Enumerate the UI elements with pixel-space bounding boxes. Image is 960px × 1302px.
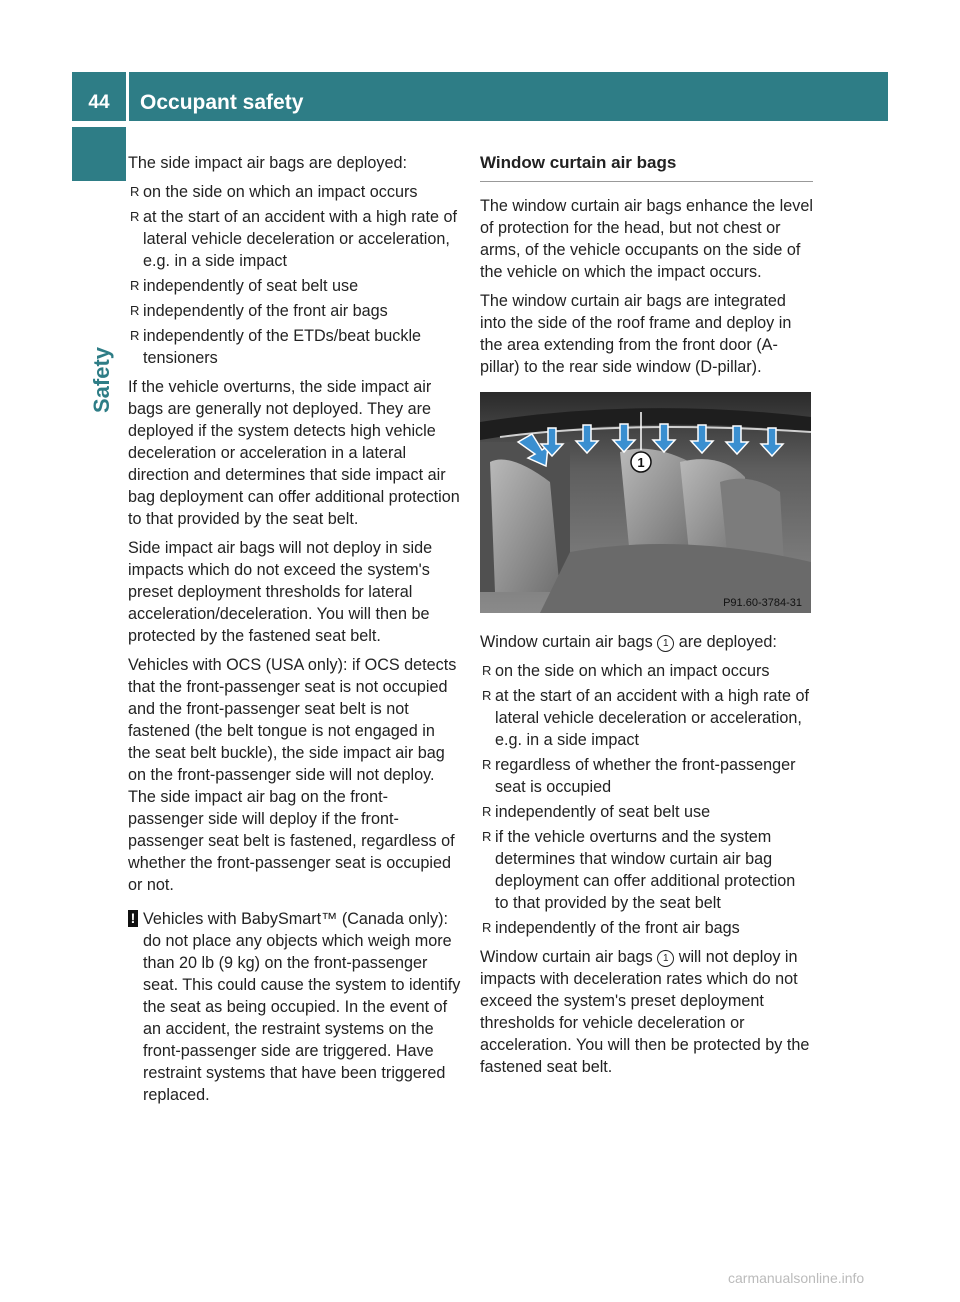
list-item: R if the vehicle overturns and the system determines that window curtain air bag deployment can offer additional protection to that provided by the seat belt (482, 828, 796, 912)
list-item: R independently of the ETDs/beat buckle tensioners (130, 327, 422, 367)
left-intro: The side impact air bags are deployed: (128, 154, 407, 172)
bullet-icon: R (130, 184, 140, 199)
caution-note (128, 908, 461, 1106)
callout-number: 1 (637, 455, 645, 470)
callout-icon: 1 (657, 950, 674, 967)
side-tab (72, 127, 126, 181)
left-paragraph: Side impact air bags will not deploy in side impacts which do not exceed the system's preset deployment thresholds for lateral acceleration/deceleration. You will then be protected by the fastened seat belt. (128, 539, 433, 645)
list-item: R independently of seat belt use (130, 277, 359, 295)
left-paragraph: If the vehicle overturns, the side impact air bags are generally not deployed. They are deployed if the system detects high vehicle deceleration or acceleration in a lateral direction and determines that side impact air bag deployment can offer additional protection to that provided by the seat belt. (128, 378, 460, 528)
list-item: R independently of seat belt use (482, 803, 711, 821)
list-item: R independently of the front air bags (482, 919, 740, 937)
list-item: R on the side on which an impact occurs (482, 662, 770, 680)
section-title: Occupant safety (140, 91, 304, 114)
bullet-icon: R (482, 663, 492, 678)
deploy-intro: Window curtain air bags 1 are deployed: (480, 633, 777, 651)
bullet-icon: R (482, 804, 492, 819)
list-item: R on the side on which an impact occurs (130, 183, 418, 201)
left-column (128, 152, 461, 1106)
bullet-icon: R (482, 920, 492, 935)
right-paragraph: The window curtain air bags are integrated into the side of the roof frame and deploy in the area extending from the front door (A-pillar) to the rear side window (D-pillar). (480, 292, 792, 376)
side-label (82, 320, 122, 440)
page-number: 44 (88, 92, 110, 113)
left-paragraph: Vehicles with OCS (USA only): if OCS detects that the front-passenger seat is not occupied and the front-passenger seat belt is not fastened (the belt tongue is not engaged in the seat belt buckle), the side impact air bag on the front-passenger side will not deploy. The side impact air bag on the front-passenger side will deploy if the front-passenger seat belt is fastened, regardless of whether the front-passenger seat is occupied or not. (128, 656, 457, 894)
curtain-airbag-figure (480, 392, 811, 613)
bullet-icon: R (130, 278, 140, 293)
side-label-text: Safety (89, 346, 114, 414)
left-bullet-list (128, 181, 461, 369)
figure-code: P91.60-3784-31 (723, 597, 802, 609)
callout-icon: 1 (657, 635, 674, 652)
list-item: R at the start of an accident with a high rate of lateral vehicle deceleration or acceleration, e.g. in a side impact (482, 687, 810, 749)
header-divider (126, 72, 129, 121)
watermark: carmanualsonline.info (728, 1270, 865, 1286)
closing-paragraph: Window curtain air bags 1 will not deploy in impacts with deceleration rates which do not exceed the system's preset deployment thresholds for vehicle deceleration or acceleration. You will then be protected by the fastened seat belt. (480, 948, 810, 1076)
interior-illustration (480, 392, 811, 613)
note-text: Vehicles with BabySmart™ (Canada only): do not place any objects which weigh more than 20 lb (9 kg) on the front-passenger seat. This could cause the system to identify the seat as being occupied. In the event of an accident, the restraint systems on the front-passenger side are triggered. Have restraint systems that have been triggered replaced. (143, 910, 461, 1104)
bullet-icon: R (130, 328, 140, 343)
bullet-icon: R (482, 688, 492, 703)
bullet-icon: R (482, 829, 492, 844)
right-paragraph: The window curtain air bags enhance the level of protection for the head, but not chest or arms, of the vehicle occupants on the side of the vehicle on which the impact occurs. (480, 197, 813, 281)
window-curtain-title: Window curtain air bags (480, 152, 813, 182)
right-column (480, 152, 813, 1085)
list-item: R independently of the front air bags (130, 302, 388, 320)
warning-icon: ! (128, 910, 138, 927)
right-bullet-list (480, 660, 813, 939)
bullet-icon: R (130, 209, 140, 224)
bullet-icon: R (130, 303, 140, 318)
list-item: R at the start of an accident with a high rate of lateral vehicle deceleration or acceleration, e.g. in a side impact (130, 208, 458, 270)
bullet-icon: R (482, 757, 492, 772)
list-item: R regardless of whether the front-passenger seat is occupied (482, 756, 796, 796)
